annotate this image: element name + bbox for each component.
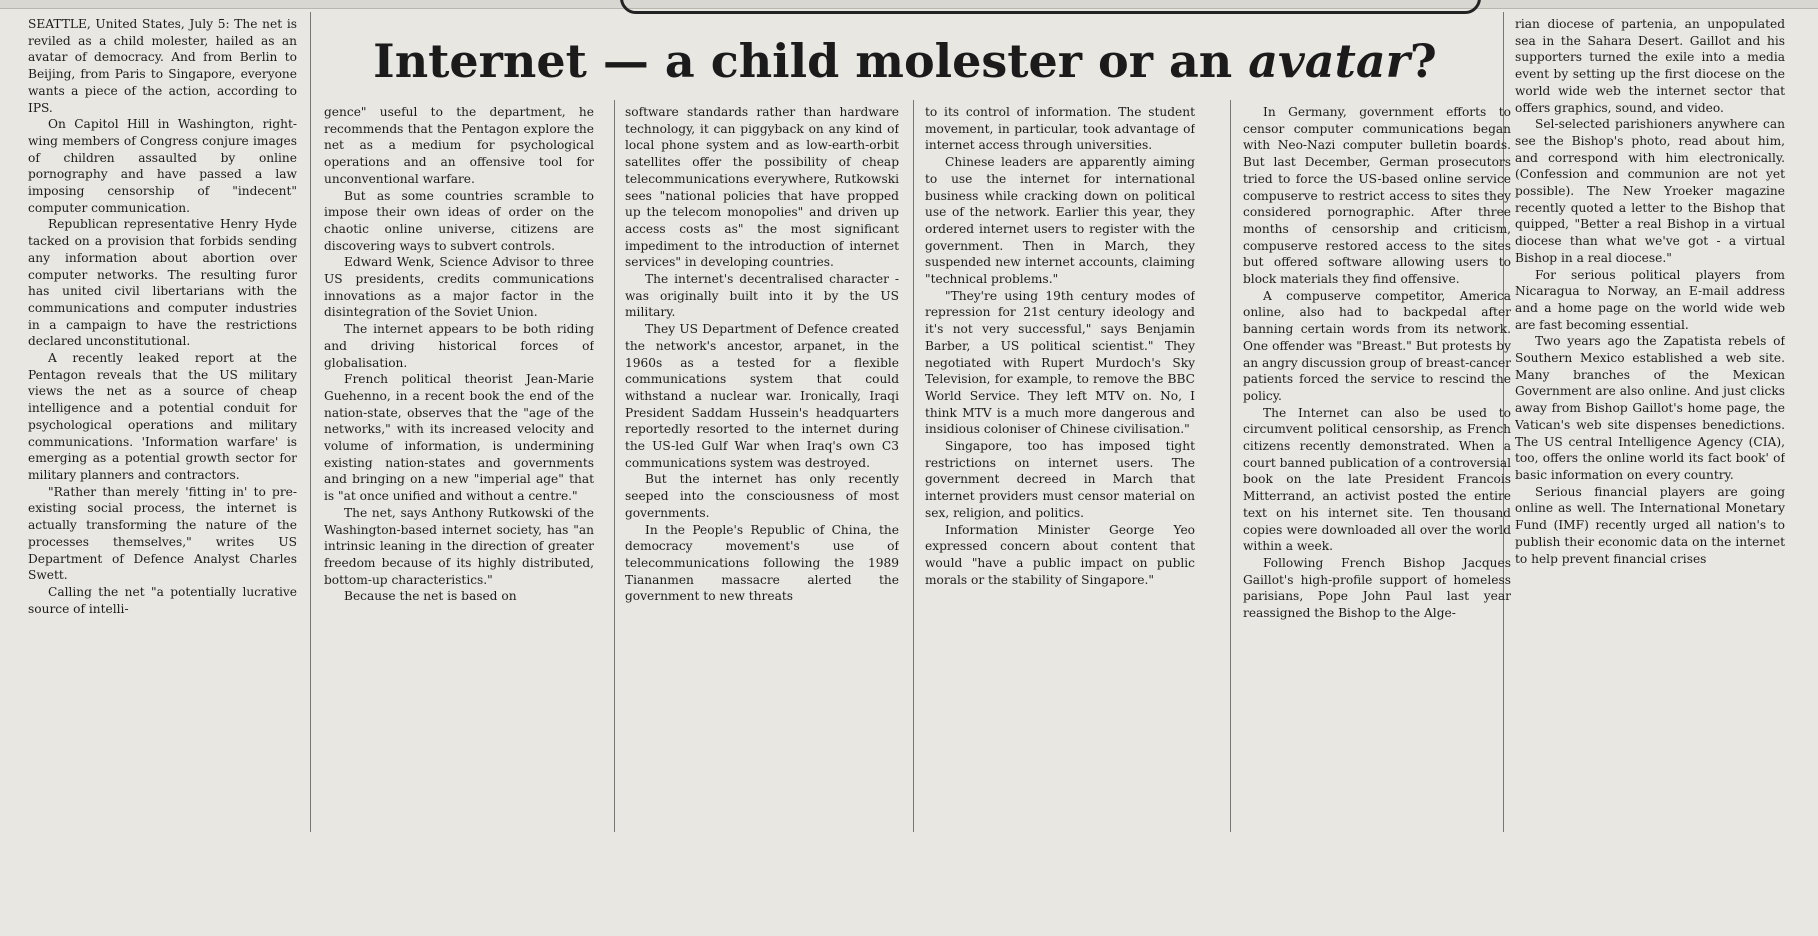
paragraph: "Rather than merely 'fitting in' to pre-existing social process, the internet is actually transforming the nature of the processes themselves," writes US Department of Defence Analyst Charles Swett. xyxy=(28,484,297,583)
paragraph: But the internet has only recently seeped into the consciousness of most governments. xyxy=(625,472,899,520)
headline-text: Internet — a child molester or an xyxy=(373,34,1249,88)
paragraph: They US Department of Defence created the network's ancestor, arpanet, in the 1960s as a tested for a flexible communications system that could withstand a nuclear war. Ironically, Iraqi President Saddam Hussein's headquarters reportedly resorted to the internet during the US-led Gulf War when Iraq's own C3 communications system was destroyed. xyxy=(625,322,899,470)
paragraph: In Germany, government efforts to censor computer communications began with Neo-Nazi computer bulletin boards. But last December, German prosecutors tried to force the US-based online service compuserve to restrict access to sites they considered pornographic. After three months of censorship and criticism, compuserve restored access to the sites but offered software allowing users to block materials they find offensive. xyxy=(1243,105,1511,287)
paragraph: Republican representative Henry Hyde tacked on a provision that forbids sending any information about abortion over computer networks. The resulting furor has united civil libertarians with the communications and computer industries in a campaign to have the restrictions declared unconstitutional. xyxy=(28,217,297,349)
paragraph: SEATTLE, United States, July 5: The net is reviled as a child molester, hailed as an avatar of democracy. And from Berlin to Beijing, from Paris to Singapore, everyone wants a piece of the action, according to IPS. xyxy=(28,17,297,115)
article-column-4 xyxy=(925,104,1195,936)
paragraph: The internet appears to be both riding and driving historical forces of globalisation. xyxy=(324,322,594,370)
paragraph: Edward Wenk, Science Advisor to three US presidents, credits communications innovations as a major factor in the disintegration of the Soviet Union. xyxy=(324,255,594,320)
article-column-5 xyxy=(1243,104,1511,936)
headline-question-mark: ? xyxy=(1409,34,1437,88)
masthead-frame xyxy=(620,0,1481,14)
article-headline xyxy=(310,28,1500,94)
paragraph: For serious political players from Nicaragua to Norway, an E-mail address and a home page on the world wide web are fast becoming essential. xyxy=(1515,267,1785,332)
paragraph: gence" useful to the department, he recommends that the Pentagon explore the net as a medium for psychological operations and an offensive tool for unconventional warfare. xyxy=(324,105,594,186)
paragraph: Two years ago the Zapatista rebels of Southern Mexico established a web site. Many branches of the Mexican Government are also online. And just clicks away from Bishop Gaillot's home page, the Vatican's web site dispenses benedictions. The US central Intelligence Agency (CIA), too, offers the online world its fact book' of basic information on every country. xyxy=(1515,334,1785,482)
paragraph: Singapore, too has imposed tight restrictions on internet users. The government decreed in March that internet providers must censor material on sex, religion, and politics. xyxy=(925,439,1195,520)
paragraph: Chinese leaders are apparently aiming to use the internet for international business while cracking down on political use of the network. Earlier this year, they ordered internet users to register with the government. Then in March, they suspended new internet accounts, claiming "technical problems." xyxy=(925,155,1195,287)
paragraph: Information Minister George Yeo expressed concern about content that would "have a public impact on public morals or the stability of Singapore." xyxy=(925,522,1195,587)
paragraph: French political theorist Jean-Marie Guehenno, in a recent book the end of the nation-state, observes that the "age of the networks," with its increased velocity and volume of information, is undermining existing nation-states and governments and bringing on a new "imperial age" that is "at once unified and without a centre." xyxy=(324,372,594,504)
paragraph: In the People's Republic of China, the democracy movement's use of telecommunications following the 1989 Tiananmen massacre alerted the government to new threats xyxy=(625,522,899,604)
column-rule xyxy=(913,100,914,832)
paragraph: Because the net is based on xyxy=(344,589,517,604)
column-rule xyxy=(310,12,311,832)
paragraph: to its control of information. The student movement, in particular, took advantage of internet access through universities. xyxy=(925,105,1195,153)
paragraph: On Capitol Hill in Washington, right-wing members of Congress conjure images of children assaulted by online pornography and have passed a law imposing censorship of "indecent" computer communication. xyxy=(28,117,297,215)
article-column-2 xyxy=(324,104,594,936)
column-rule xyxy=(1230,100,1231,832)
paragraph: Sel-selected parishioners anywhere can see the Bishop's photo, read about him, and correspond with him electronically. (Confession and communion are not yet possible). The New Yroeker magazine recently quoted a letter to the Bishop that quipped, "Better a real Bishop in a virtual diocese than what we've got - a virtual Bishop in a real diocese." xyxy=(1515,117,1785,265)
paragraph: The Internet can also be used to circumvent political censorship, as French citizens recently demonstrated. When a court banned publication of a controversial book on the late President Francois Mitterrand, an activist posted the entire text on his internet site. Ten thousand copies were downloaded all over the world within a week. xyxy=(1243,405,1511,554)
paragraph: "They're using 19th century modes of repression for 21st century ideology and it's not very successful," says Benjamin Barber, a US political scientist." They negotiated with Rupert Murdoch's Sky Television, for example, to remove the BBC World Service. They left MTV on. No, I think MTV is a much more dangerous and insidious coloniser of Chinese civilisation." xyxy=(925,288,1195,437)
paragraph: The net, says Anthony Rutkowski of the Washington-based internet society, has "an intrinsic leaning in the direction of greater freedom because of its highly distributed, bottom-up characteristics." xyxy=(324,505,594,587)
paragraph: But as some countries scramble to impose their own ideas of order on the chaotic online universe, citizens are discovering ways to subvert controls. xyxy=(324,188,594,253)
article-column-1 xyxy=(28,16,297,848)
paragraph: software standards rather than hardware technology, it can piggyback on any kind of local phone system and as low-earth-orbit satellites offer the possibility of cheap telecommunications everywhere, Rutkowski sees "national policies that have propped up the telecom monopolies" and driven up access costs as" the most significant impediment to the introduction of internet services" in developing countries. xyxy=(625,105,899,270)
paragraph: rian diocese of partenia, an unpopulated sea in the Sahara Desert. Gaillot and his supporters turned the exile into a media event by setting up the first diocese on the world wide web the internet sector that offers graphics, sound, and video. xyxy=(1515,17,1785,115)
paragraph: A recently leaked report at the Pentagon reveals that the US military views the net as a source of cheap intelligence and a potential conduit for psychological operations and military communications. 'Information warfare' is emerging as a potential growth sector for military planners and contractors. xyxy=(28,351,297,482)
paragraph: A compuserve competitor, America online, also had to backpedal after banning certain words from its network. One offender was "Breast." But protests by an angry discussion group of breast-cancer patients forced the service to rescind the policy. xyxy=(1243,288,1511,403)
paragraph: Serious financial players are going online as well. The International Monetary Fund (IMF) recently urged all nation's to publish their economic data on the internet to help prevent financial crises xyxy=(1515,484,1785,566)
headline-italic-word: avatar xyxy=(1248,34,1410,88)
paragraph: Following French Bishop Jacques Gaillot's high-profile support of homeless parisians, Pope John Paul last year reassigned the Bishop to the Alge- xyxy=(1243,555,1511,621)
paragraph: Calling the net "a potentially lucrative source of intelli- xyxy=(28,584,297,616)
article-column-3 xyxy=(625,104,899,936)
column-rule xyxy=(614,100,615,832)
article-column-6 xyxy=(1515,16,1785,848)
paragraph: The internet's decentralised character - was originally built into it by the US military. xyxy=(625,272,899,320)
